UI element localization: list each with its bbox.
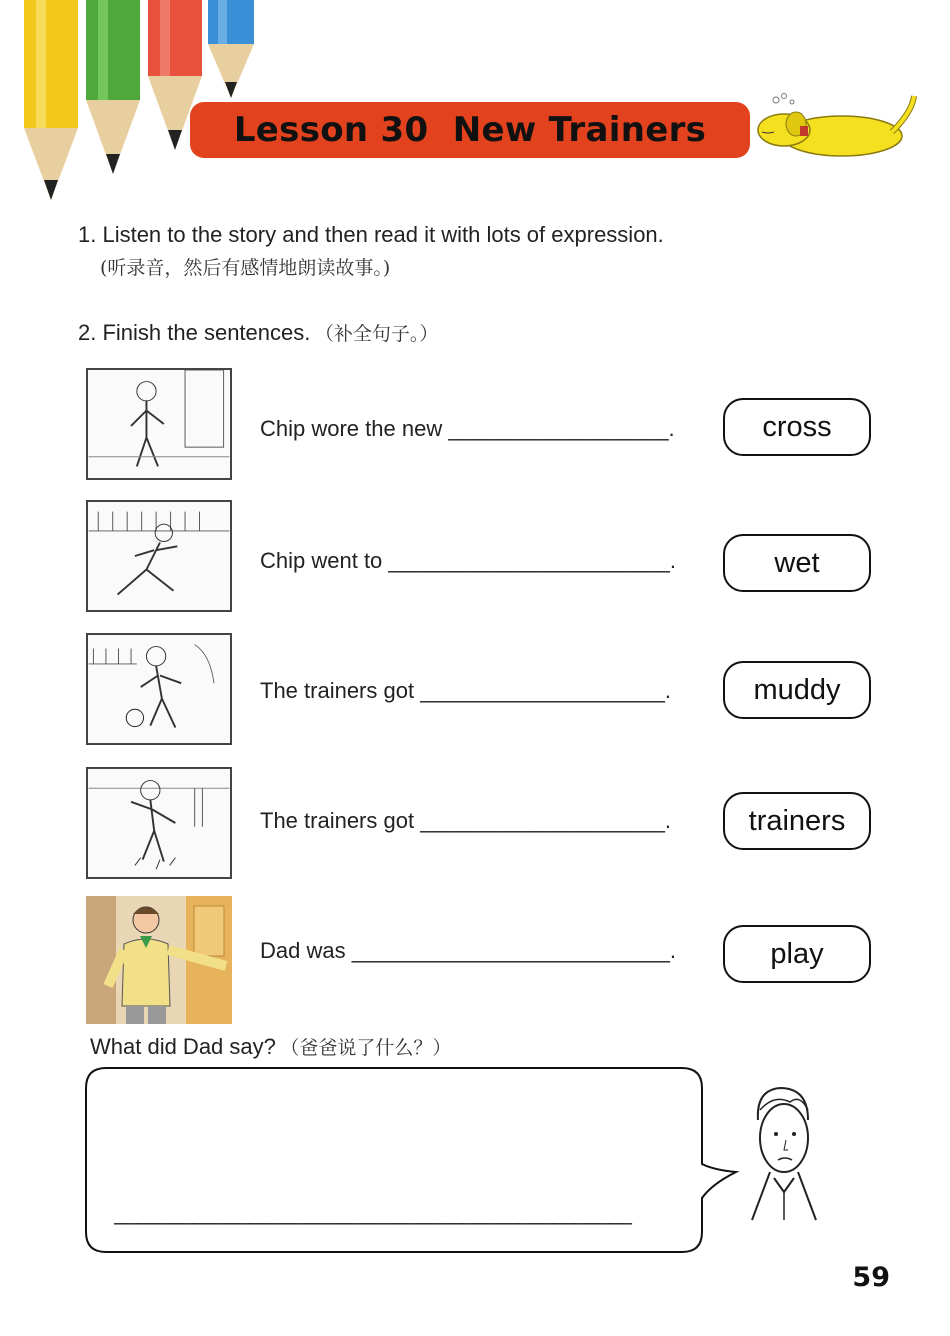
sentence-2: Chip went to _______________________. <box>260 548 676 573</box>
instruction-2 <box>78 319 438 346</box>
answer-line[interactable]: ______________________________________________ <box>114 1200 631 1225</box>
word-box-wet: wet <box>723 534 871 592</box>
word-box-play: play <box>723 925 871 983</box>
picture-chip-new-trainers <box>86 368 232 480</box>
picture-dad-pointing <box>86 896 232 1024</box>
page-number: 59 <box>852 1262 890 1293</box>
word-box-muddy: muddy <box>723 661 871 719</box>
word-box-cross: cross <box>723 398 871 456</box>
sentence-5: Dad was __________________________. <box>260 938 676 963</box>
instruction-1: 1. Listen to the story and then read it with lots of expression. <box>78 222 664 247</box>
word-box-trainers: trainers <box>723 792 871 850</box>
instruction-1-chinese: (听录音，然后有感情地朗读故事。) <box>100 257 391 279</box>
instruction-2-text: 2. Finish the sentences. <box>78 320 311 345</box>
picture-chip-running <box>86 500 232 612</box>
sleeping-dog-illustration <box>752 92 922 162</box>
speech-bubble <box>84 1066 784 1256</box>
sentence-1: Chip wore the new __________________. <box>260 416 675 441</box>
speech-question-chinese: （爸爸说了什么？） <box>280 1037 452 1059</box>
speech-question <box>90 1033 451 1060</box>
sentence-3: The trainers got ____________________. <box>260 678 672 703</box>
picture-chip-kicking-ball <box>86 633 232 745</box>
sentence-4: The trainers got ____________________. <box>260 808 672 833</box>
lesson-title: Lesson 30 New Trainers <box>233 110 707 150</box>
boy-illustration <box>730 1080 830 1230</box>
speech-question-text: What did Dad say? <box>90 1034 276 1059</box>
picture-chip-in-puddle <box>86 767 232 879</box>
instruction-2-chinese: （补全句子。） <box>314 323 439 345</box>
